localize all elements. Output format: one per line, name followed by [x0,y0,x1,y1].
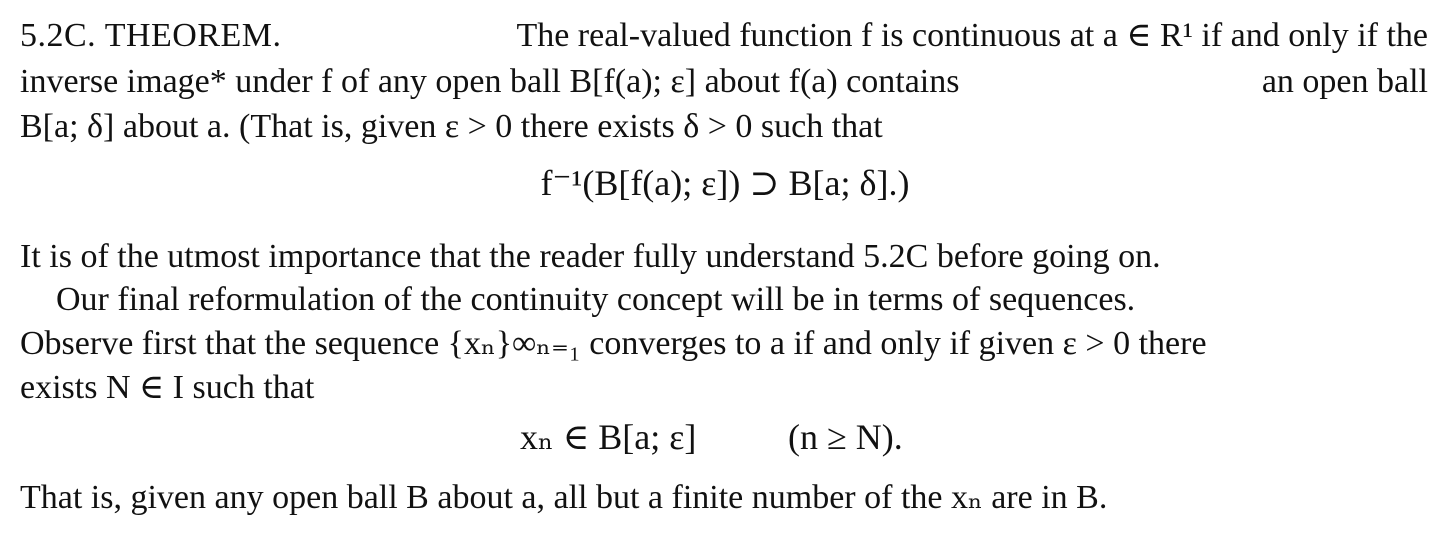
theorem-line-2 [20,62,1428,102]
closing-paragraph: That is, given any open ball B about a, all but a finite number of the xₙ are in B. [20,479,1108,516]
theorem-text-line-1: The real-valued function f is continuous at a ∈ R¹ if and only if the [516,17,1428,54]
importance-paragraph: It is of the utmost importance that the reader fully understand 5.2C before going on. [20,238,1161,275]
theorem-text-line-2-right: an open ball [1261,63,1428,100]
display-formula-inverse-image: f⁻¹(B[f(a); ε]) ⊃ B[a; δ].) [540,163,910,203]
theorem-heading [20,16,282,56]
theorem-line-3: B[a; δ] about a. (That is, given ε > 0 there exists δ > 0 such that [20,108,883,145]
display-formula-condition: (n ≥ N). [788,417,903,457]
theorem-line-1 [20,16,1428,56]
sequence-paragraph-line-2: Observe first that the sequence {xₙ}∞ₙ₌₁ converges to a if and only if given ε > 0 there [20,325,1207,362]
theorem-kind: THEOREM. [104,17,282,54]
display-formula-membership: xₙ ∈ B[a; ε] [520,417,697,457]
theorem-number: 5.2C. [20,17,97,54]
sequence-paragraph-line-3: exists N ∈ I such that [20,369,315,406]
sequence-paragraph-line-1: Our final reformulation of the continuity concept will be in terms of sequences. [56,281,1136,318]
theorem-text-line-2-left: inverse image* under f of any open ball B[f(a); ε] about f(a) contains [20,63,960,100]
